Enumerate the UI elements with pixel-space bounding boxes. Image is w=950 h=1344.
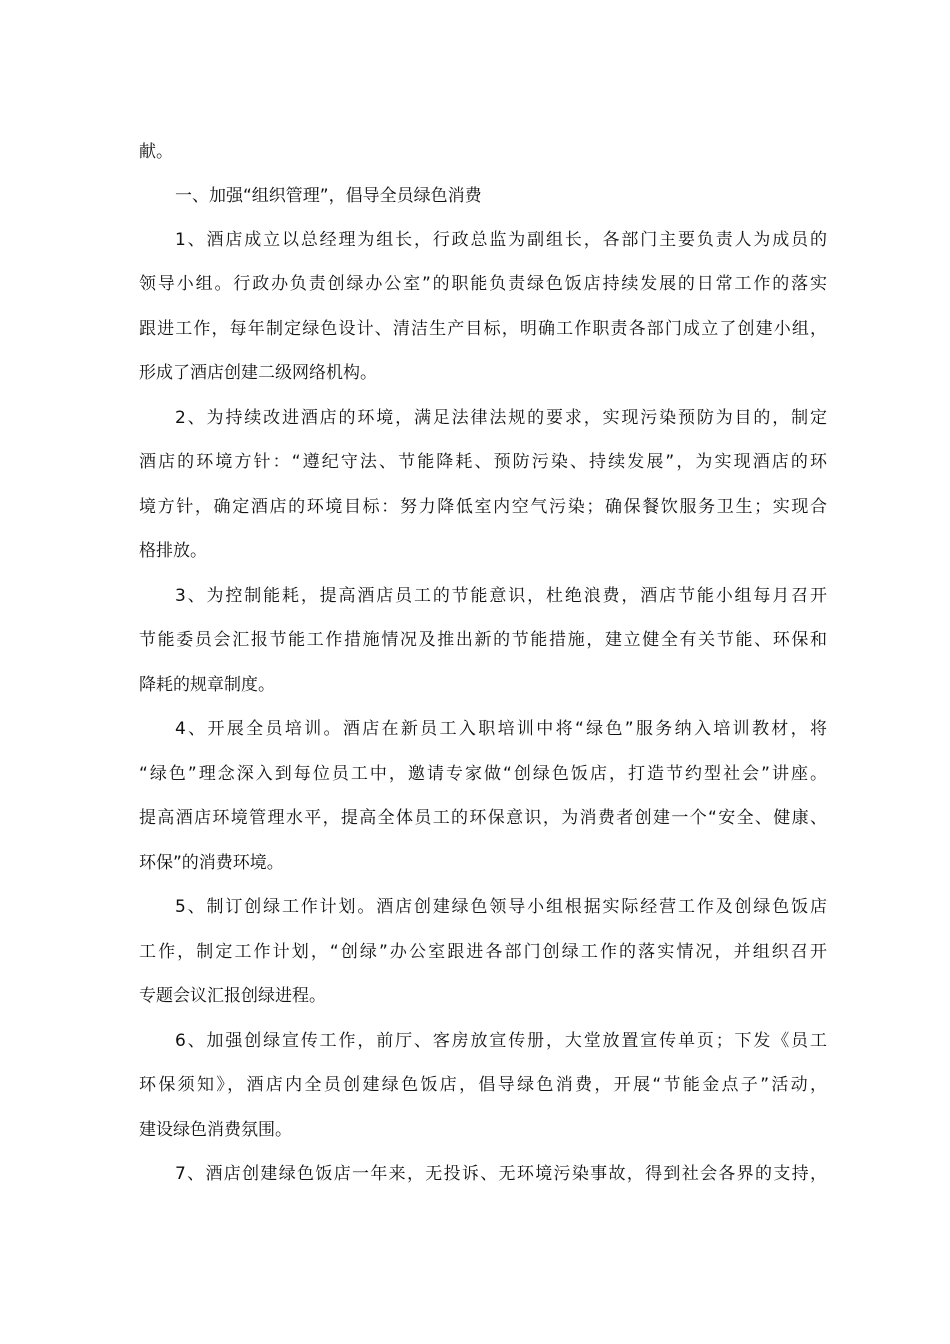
text-line: 领导小组。行政办负责创绿办公室”的职能负责绿色饭店持续发展的日常工作的落实 xyxy=(139,274,827,294)
text-line: 6、加强创绿宣传工作，前厅、客房放宣传册，大堂放置宣传单页；下发《员工 xyxy=(175,1031,827,1051)
text-line: 专题会议汇报创绿进程。 xyxy=(139,986,326,1006)
text-line: 酒店的环境方针：“遵纪守法、节能降耗、预防污染、持续发展”，为实现酒店的环 xyxy=(139,452,827,472)
text-line: 3、为控制能耗，提高酒店员工的节能意识，杜绝浪费，酒店节能小组每月召开 xyxy=(175,586,827,606)
text-line: 7、酒店创建绿色饭店一年来，无投诉、无环境污染事故，得到社会各界的支持， xyxy=(175,1164,827,1184)
text-line: 降耗的规章制度。 xyxy=(139,675,275,695)
text-line: 建设绿色消费氛围。 xyxy=(139,1120,292,1140)
text-line: 献。 xyxy=(139,142,173,162)
text-line: 节能委员会汇报节能工作措施情况及推出新的节能措施，建立健全有关节能、环保和 xyxy=(139,630,827,650)
text-line: 环保须知》，酒店内全员创建绿色饭店，倡导绿色消费，开展“节能金点子”活动， xyxy=(139,1075,827,1095)
text-line: 境方针，确定酒店的环境目标：努力降低室内空气污染；确保餐饮服务卫生；实现合 xyxy=(139,497,827,517)
text-line: 跟进工作，每年制定绿色设计、清洁生产目标，明确工作职责各部门成立了创建小组， xyxy=(139,319,827,339)
text-line: “绿色”理念深入到每位员工中，邀请专家做“创绿色饭店，打造节约型社会”讲座。 xyxy=(139,764,827,784)
text-line: 1、酒店成立以总经理为组长，行政总监为副组长，各部门主要负责人为成员的 xyxy=(175,230,827,250)
text-line: 2、为持续改进酒店的环境，满足法律法规的要求，实现污染预防为目的，制定 xyxy=(175,408,827,428)
text-line: 形成了酒店创建二级网络机构。 xyxy=(139,363,377,383)
text-line: 4、开展全员培训。酒店在新员工入职培训中将“绿色”服务纳入培训教材，将 xyxy=(175,719,827,739)
section-heading: 一、加强“组织管理”，倡导全员绿色消费 xyxy=(175,186,482,206)
text-line: 5、制订创绿工作计划。酒店创建绿色领导小组根据实际经营工作及创绿色饭店 xyxy=(175,897,827,917)
text-line: 环保”的消费环境。 xyxy=(139,853,284,873)
text-line: 格排放。 xyxy=(139,541,207,561)
text-line: 工作，制定工作计划，“创绿”办公室跟进各部门创绿工作的落实情况，并组织召开 xyxy=(139,942,827,962)
text-line: 提高酒店环境管理水平，提高全体员工的环保意识，为消费者创建一个“安全、健康、 xyxy=(139,808,827,828)
